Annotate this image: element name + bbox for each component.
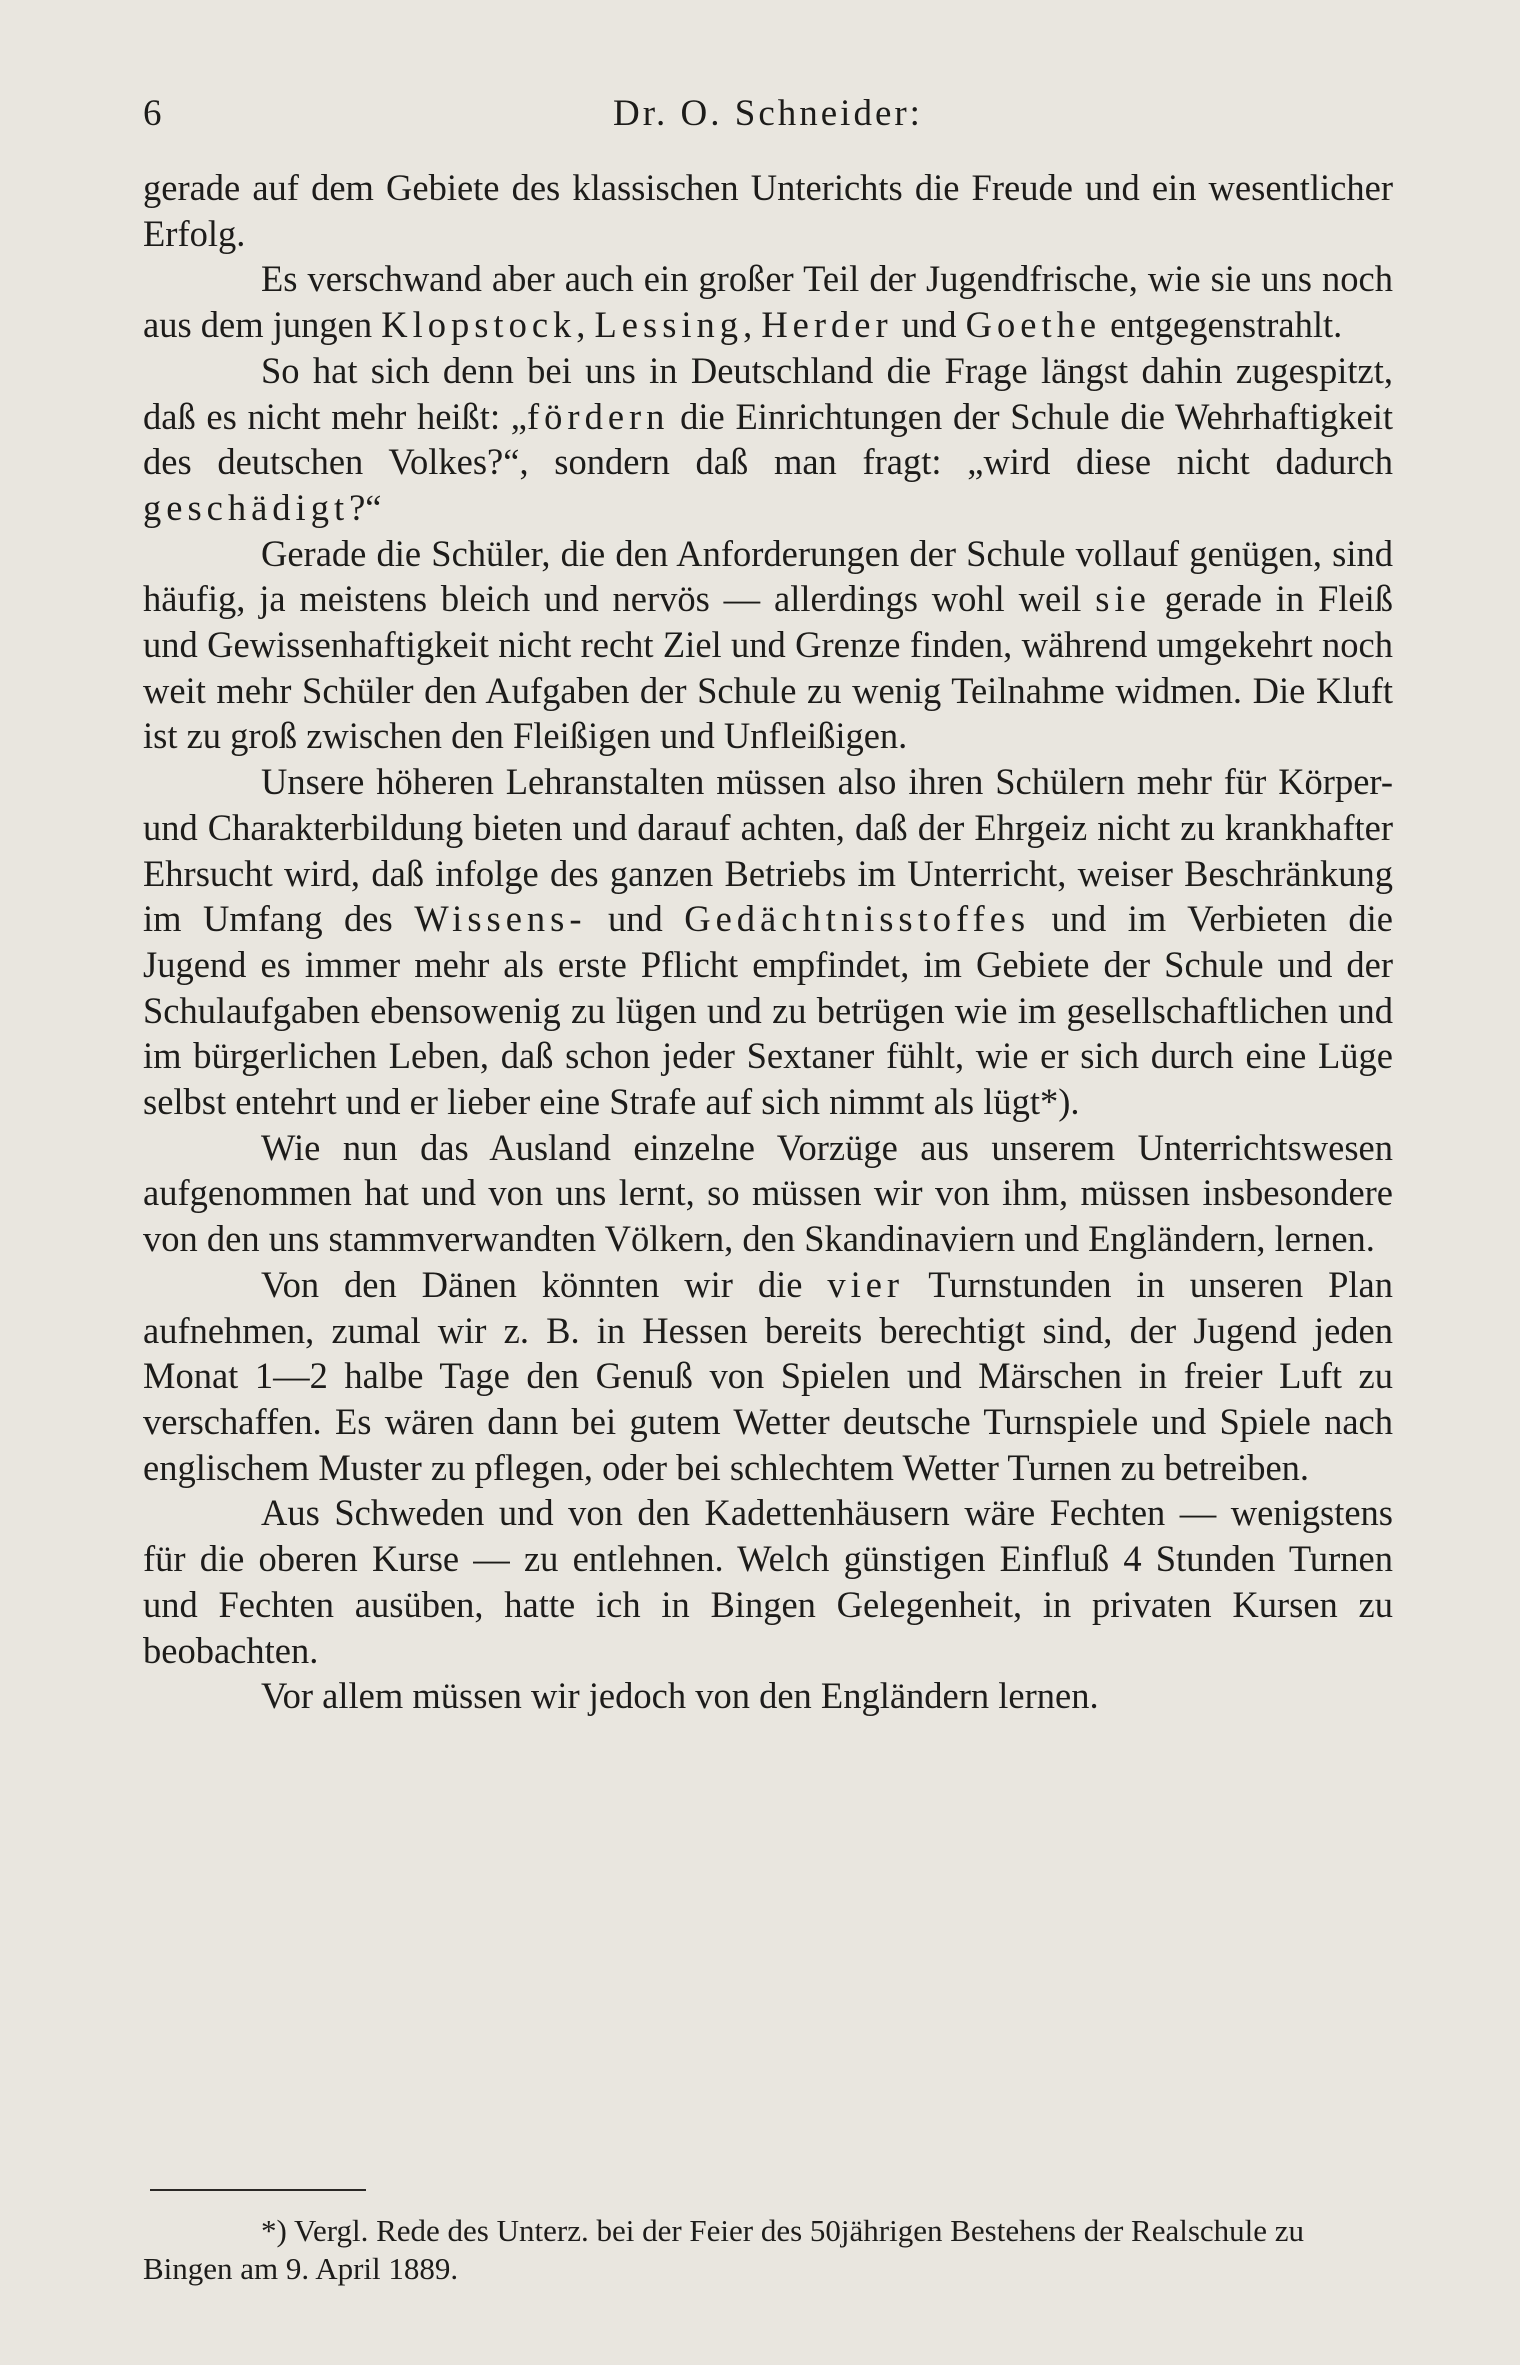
paragraph-4 xyxy=(143,531,1393,760)
paragraph-5 xyxy=(143,759,1393,1125)
page-number: 6 xyxy=(143,93,162,134)
text-run: gerade in Fleiß und Gewissenhaftigkeit nicht recht Ziel und Grenze finden, während umgekehrt noch weit mehr Schüler den Aufgaben der Schule zu wenig Teilnahme widmen. Die Kluft ist zu groß zwischen den Fleißigen und Unfleißigen. xyxy=(143,578,1393,757)
paragraph-2 xyxy=(143,256,1393,347)
text-run: ?“ xyxy=(349,486,382,528)
name-goethe: Goethe xyxy=(965,304,1102,346)
paragraph-3 xyxy=(143,348,1393,531)
text-run: und xyxy=(586,898,685,940)
header-title: Dr. O. Schneider: xyxy=(613,93,923,134)
footnote-text: *) Vergl. Rede des Unterz. bei der Feier des 50jährigen Bestehens der Realschule zu Bingen am 9. April 1889. xyxy=(143,2213,1305,2286)
text-run: Es verschwand aber auch ein großer Teil der Jugendfrische, wie sie uns noch aus dem jungen xyxy=(143,258,1393,346)
text-run: die Einrichtungen der Schule die Wehrhaftigkeit des deutschen Volkes?“, sondern daß man fragt: „wird diese nicht dadurch xyxy=(143,395,1393,483)
name-klopstock: Klopstock xyxy=(381,304,577,346)
paragraph-7 xyxy=(143,1262,1393,1491)
emphasis-sie: sie xyxy=(1095,578,1151,620)
name-lessing: Lessing xyxy=(594,304,744,346)
text-run: Turnstunden in unseren Plan aufnehmen, zumal wir z. B. in Hessen bereits berechtigt sind, der Jugend jeden Monat 1—2 halbe Tage den Genuß von Spielen und Märschen in freier Luft zu verschaffen. Es wären dann bei gutem Wetter deutsche Turnspiele und Spiele nach englischem Muster zu pflegen, oder bei schlechtem Wetter Turnen zu betreiben. xyxy=(143,1263,1393,1488)
name-herder: Herder xyxy=(761,304,893,346)
paragraph-6: Wie nun das Ausland einzelne Vorzüge aus unserem Unterrichtswesen aufgenommen hat und von uns lernt, so müssen wir von ihm, müssen insbesondere von den uns stammverwandten Völkern, den Skandinaviern und Engländern, lernen. xyxy=(143,1126,1393,1260)
paragraph-9: Vor allem müssen wir jedoch von den Engländern lernen. xyxy=(261,1675,1099,1717)
paragraph-8: Aus Schweden und von den Kadettenhäusern wäre Fechten — wenigstens für die oberen Kurse — zu entlehnen. Welch günstigen Einfluß 4 Stunden Turnen und Fechten ausüben, hatte ich in Bingen Gelegenheit, in privaten Kursen zu beobachten. xyxy=(143,1492,1393,1671)
emphasis-geschaedigt: geschädigt xyxy=(143,486,350,528)
running-head xyxy=(143,92,1393,142)
footnote xyxy=(143,2212,1393,2288)
paragraph-1: gerade auf dem Gebiete des klassischen Unterichts die Freude und ein wesentlicher Erfolg. xyxy=(143,167,1393,254)
body-text xyxy=(143,165,1393,1719)
emphasis-gedaechtnisstoffes: Gedächtnisstoffes xyxy=(684,898,1031,940)
text-run: Von den Dänen könnten wir die xyxy=(261,1263,828,1305)
text-run: , xyxy=(743,304,762,346)
text-run: entgegenstrahlt. xyxy=(1101,304,1343,346)
emphasis-wissens: Wissens- xyxy=(414,898,587,940)
emphasis-vier: vier xyxy=(827,1263,905,1305)
text-run: und xyxy=(892,304,966,346)
text-run: , xyxy=(576,304,595,346)
text-run: So hat sich denn bei uns in Deutschland die Frage längst dahin zugespitzt, daß es nicht mehr heißt: „ xyxy=(143,349,1393,437)
text-run: Unsere höheren Lehranstalten müssen also ihren Schülern mehr für Körper- und Charakterbildung bieten und darauf achten, daß der Ehrgeiz nicht zu krankhafter Ehrsucht wird, daß infolge des ganzen Betriebs im Unterricht, weiser Beschränkung im Umfang des xyxy=(143,761,1393,940)
text-run: Gerade die Schüler, die den Anforderungen der Schule vollauf genügen, sind häufig, ja meistens bleich und nervös — allerdings wohl weil xyxy=(143,532,1393,620)
emphasis-foerdern: fördern xyxy=(527,395,670,437)
text-run: und im Verbieten die Jugend es immer mehr als erste Pflicht empfindet, im Gebiete der Schule und der Schulaufgaben ebensowenig zu lügen und zu betrügen wie im gesellschaftlichen und im bürgerlichen Leben, daß schon jeder Sextaner fühlt, wie er sich durch eine Lüge selbst entehrt und er lieber eine Strafe auf sich nimmt als lügt*). xyxy=(143,898,1394,1123)
footnote-divider xyxy=(150,2189,366,2191)
